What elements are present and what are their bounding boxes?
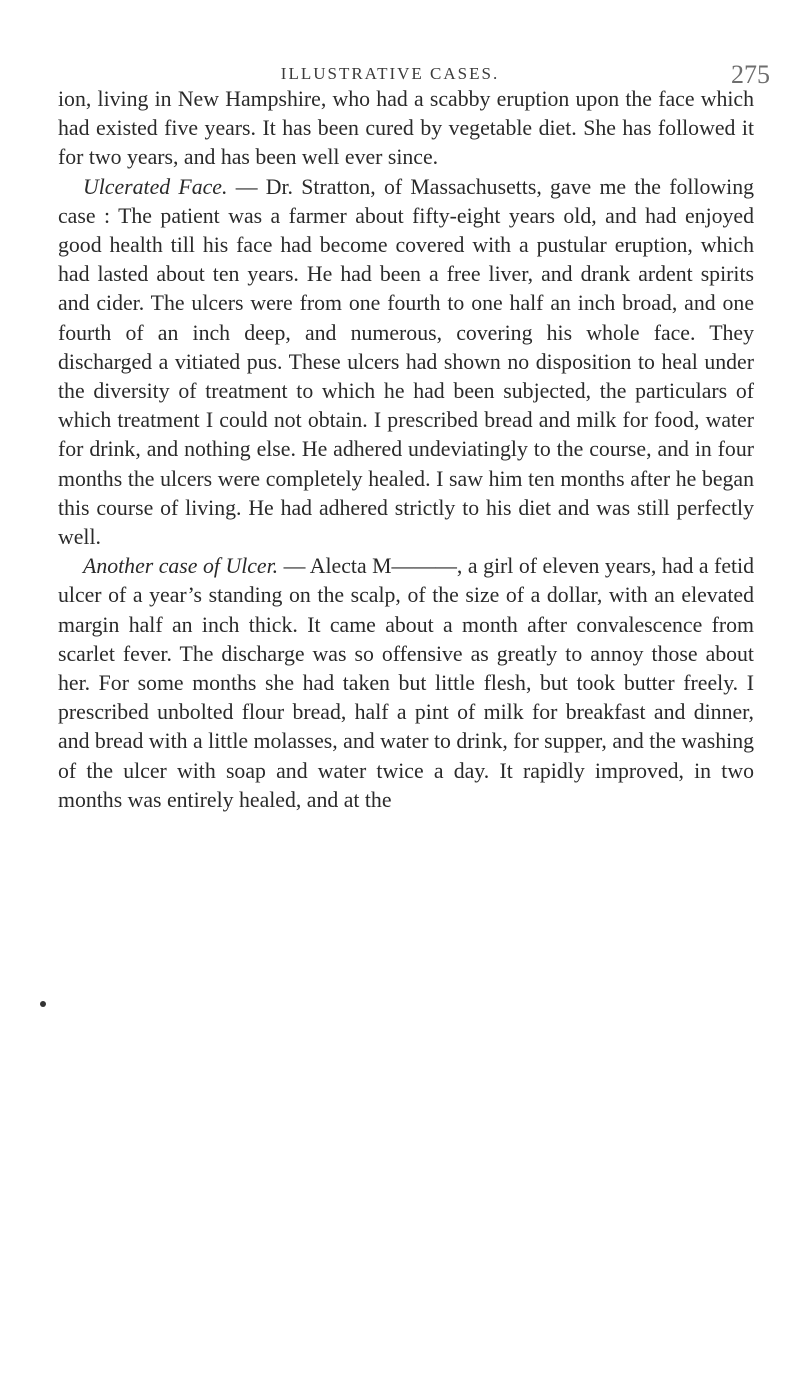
paragraph-ulcerated-face — [58, 173, 754, 553]
paragraph-text: ion, living in New Hampshire, who had a scabby eruption upon the face which had existed five years. It has been cured by vegetable diet. She has followed it for two years, and has been well ever since. — [58, 87, 754, 170]
paragraph-text: — Alecta M———, a girl of eleven years, had a fetid ulcer of a year’s standing on the scalp, of the size of a dollar, with an elevated margin half an inch thick. It came about a month after convalescence from scarlet fever. The discharge was so offensive as greatly to annoy those about her. For some months she had taken but little flesh, but took butter freely. I prescribed unbolted flour bread, half a pint of milk for breakfast and dinner, and bread with a little molasses, and water to drink, for supper, and the washing of the ulcer with soap and water twice a day. It rapidly improved, in two months was entirely healed, and at the — [58, 554, 754, 812]
body-text — [58, 85, 754, 815]
paragraph-another-case-of-ulcer — [58, 552, 754, 815]
paragraph-text: — Dr. Stratton, of Massachusetts, gave me the following case : The patient was a farmer about fifty-eight years old, and had enjoyed good health till his face had become covered with a pustular eruption, which had lasted about ten years. He had been a free liver, and drank ardent spirits and cider. The ulcers were from one fourth to one half an inch broad, and one fourth of an inch deep, and numerous, covering his whole face. They discharged a vitiated pus. These ulcers had shown no disposition to heal under the diversity of treatment to which he had been subjected, the particulars of which treatment I could not obtain. I prescribed bread and milk for food, water for drink, and nothing else. He adhered undeviatingly to the course, and in four months the ulcers were completely healed. I saw him ten months after he began this course of living. He had adhered strictly to his diet and was still perfectly well. — [58, 174, 754, 550]
margin-dot-mark — [40, 1001, 46, 1007]
paragraph-continuation — [58, 85, 754, 173]
running-title: ILLUSTRATIVE CASES. — [280, 64, 500, 83]
page-number: 275 — [731, 60, 770, 89]
run-in-heading: Ulcerated Face. — [83, 174, 228, 199]
run-in-heading: Another case of Ulcer. — [83, 554, 279, 579]
